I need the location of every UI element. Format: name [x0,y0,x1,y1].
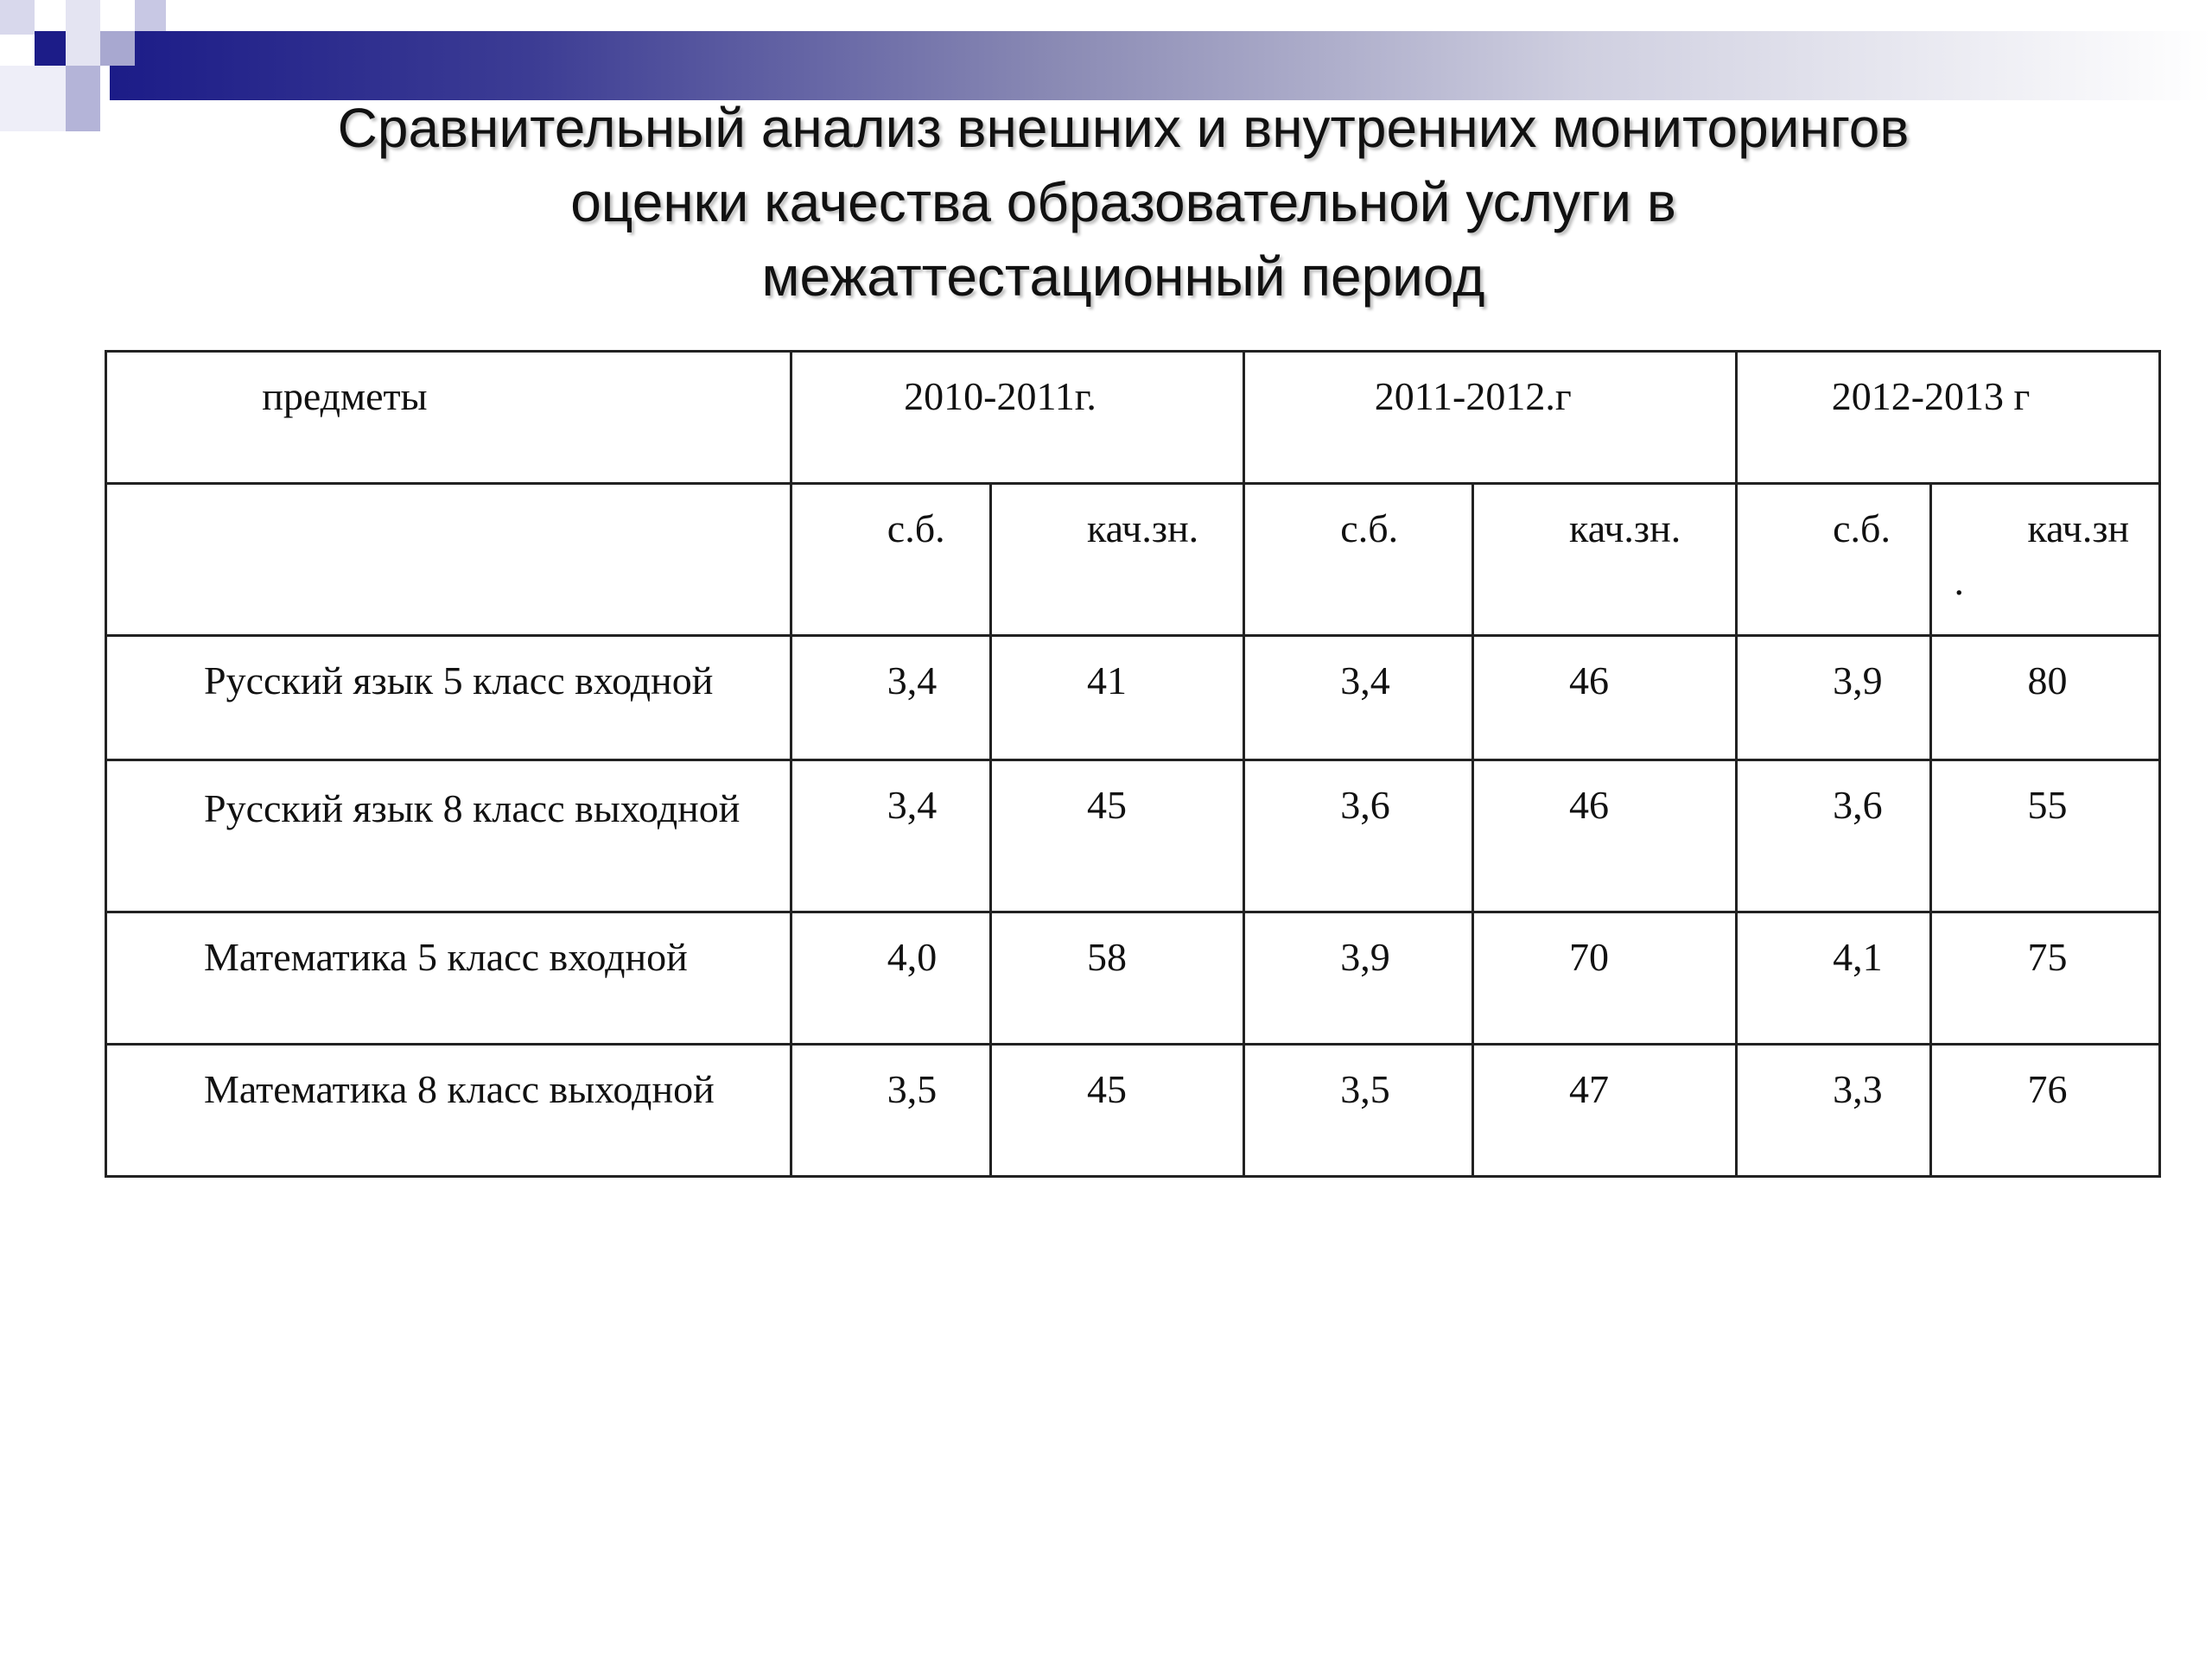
header-cell-subject: предметы [106,352,791,484]
value-cell: 3,4 [791,760,990,912]
value-cell: 3,4 [1244,636,1473,760]
value-cell: 45 [991,760,1244,912]
value-cell: 4,1 [1737,912,1931,1045]
slide-title [130,91,2117,314]
value-cell: 46 [1473,760,1737,912]
subheader-cell: с.б. [791,484,990,636]
value-cell: 58 [991,912,1244,1045]
decorative-square [100,31,135,66]
subheader-cell [1931,484,2160,636]
value-cell: 46 [1473,636,1737,760]
value-cell: 3,3 [1737,1045,1931,1177]
subheader-cell: кач.зн. [991,484,1244,636]
subject-cell: Математика 5 класс входной [106,912,791,1045]
header-gradient-band [110,31,2212,100]
decorative-square [35,31,66,66]
subject-cell: Русский язык 5 класс входной [106,636,791,760]
value-cell: 75 [1931,912,2160,1045]
value-cell: 3,5 [1244,1045,1473,1177]
value-cell: 80 [1931,636,2160,760]
decorative-square [66,0,100,66]
decorative-square [66,66,100,131]
decorative-square [135,0,166,31]
value-cell: 47 [1473,1045,1737,1177]
value-cell: 3,9 [1737,636,1931,760]
subject-cell: Математика 8 класс выходной [106,1045,791,1177]
value-cell: 45 [991,1045,1244,1177]
table-row [106,636,2160,760]
table-row [106,912,2160,1045]
title-line-3: межаттестационный период [761,245,1485,308]
table-header-row [106,352,2160,484]
value-cell: 41 [991,636,1244,760]
subheader-cell: с.б. [1737,484,1931,636]
table-subheader-row [106,484,2160,636]
value-cell: 55 [1931,760,2160,912]
value-cell: 3,6 [1244,760,1473,912]
value-cell: 70 [1473,912,1737,1045]
subheader-kach-label: кач.зн [2027,506,2130,550]
subheader-kach-dot: . [1954,559,1964,603]
title-line-2: оценки качества образовательной услуги в [570,171,1676,233]
table-row [106,760,2160,912]
decorative-square [0,0,35,35]
decorative-square [0,66,66,131]
subheader-cell: с.б. [1244,484,1473,636]
header-cell-year: 2012-2013 г [1737,352,2160,484]
value-cell: 76 [1931,1045,2160,1177]
title-line-1: Сравнительный анализ внешних и внутренних мониторингов [337,97,1910,159]
subheader-empty-cell [106,484,791,636]
subject-cell: Русский язык 8 класс выходной [106,760,791,912]
header-cell-year: 2011-2012.г [1244,352,1737,484]
monitoring-table [105,350,2161,1178]
table-row [106,1045,2160,1177]
value-cell: 3,4 [791,636,990,760]
value-cell: 3,9 [1244,912,1473,1045]
subheader-cell: кач.зн. [1473,484,1737,636]
value-cell: 3,6 [1737,760,1931,912]
value-cell: 4,0 [791,912,990,1045]
value-cell: 3,5 [791,1045,990,1177]
header-cell-year: 2010-2011г. [791,352,1244,484]
